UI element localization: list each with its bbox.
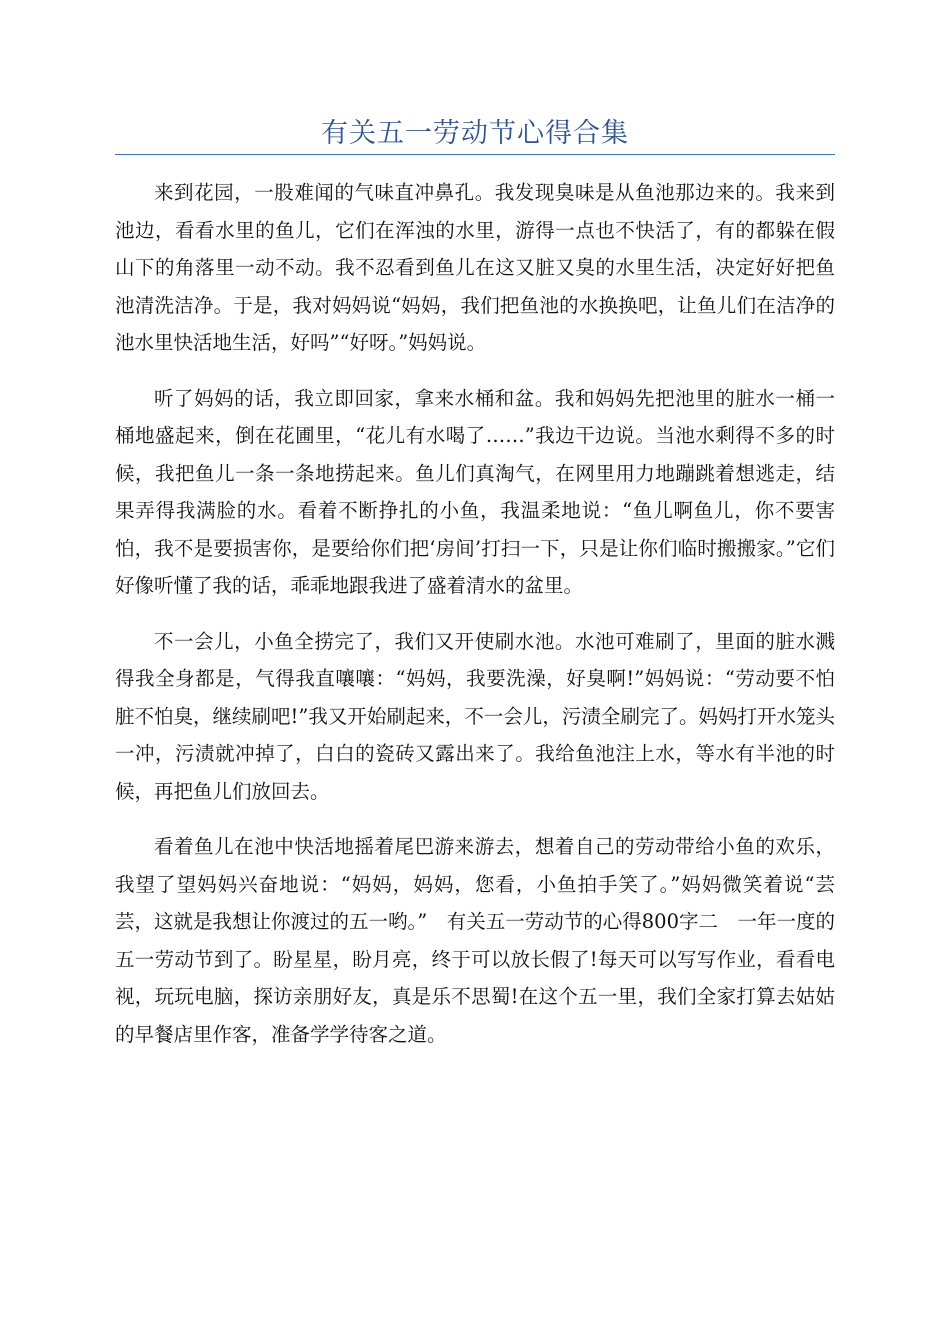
title-underline: [115, 154, 835, 155]
document-title: 有关五一劳动节心得合集: [321, 118, 629, 149]
paragraph-1: 来到花园，一股难闻的气味直冲鼻孔。我发现臭味是从鱼池那边来的。我来到池边，看看水里的鱼儿，它们在浑浊的水里，游得一点也不快活了，有的都躲在假山下的角落里一动不动。我不忍看到鱼儿在这又脏又臭的水里生活，决定好好把鱼池清洗洁净。于是，我对妈妈说“妈妈，我们把鱼池的水换换吧，让鱼儿们在洁净的池水里快活地生活，好吗”“好呀。”妈妈说。: [115, 181, 835, 354]
paragraph-3: 不一会儿，小鱼全捞完了，我们又开使刷水池。水池可难刷了，里面的脏水溅得我全身都是，气得我直嚷嚷：“妈妈，我要洗澡，好臭啊!”妈妈说：“劳动要不怕脏不怕臭，继续刷吧!”我又开始刷起来，不一会儿，污渍全刷完了。妈妈打开水笼头一冲，污渍就冲掉了，白白的瓷砖又露出来了。我给鱼池注上水，等水有半池的时候，再把鱼儿们放回去。: [115, 629, 835, 803]
paragraph-4: 看着鱼儿在池中快活地摇着尾巴游来游去，想着自己的劳动带给小鱼的欢乐，我望了望妈妈兴奋地说：“妈妈，妈妈，您看，小鱼拍手笑了。”妈妈微笑着说“芸芸，这就是我想让你渡过的五一哟。” 有关五一劳动节的心得800字二 一年一度的五一劳动节到了。盼星星，盼月亮，终于可以放长假了!每天可以写写作业，看看电视，玩玩电脑，探访亲朋好友，真是乐不思蜀!在这个五一里，我们全家打算去姑姑的早餐店里作客，准备学学待客之道。: [115, 835, 835, 1046]
document-body: [115, 174, 835, 1071]
paragraph-2: 听了妈妈的话，我立即回家，拿来水桶和盆。我和妈妈先把池里的脏水一桶一桶地盛起来，倒在花圃里，“花儿有水喝了……”我边干边说。当池水剩得不多的时候，我把鱼儿一条一条地捞起来。鱼儿们真淘气，在网里用力地蹦跳着想逃走，结果弄得我满脸的水。看着不断挣扎的小鱼，我温柔地说：“鱼儿啊鱼儿，你不要害怕，我不是要损害你，是要给你们把‘房间’打扫一下，只是让你们临时搬搬家。”它们好像听懂了我的话，乖乖地跟我进了盛着清水的盆里。: [115, 386, 835, 597]
